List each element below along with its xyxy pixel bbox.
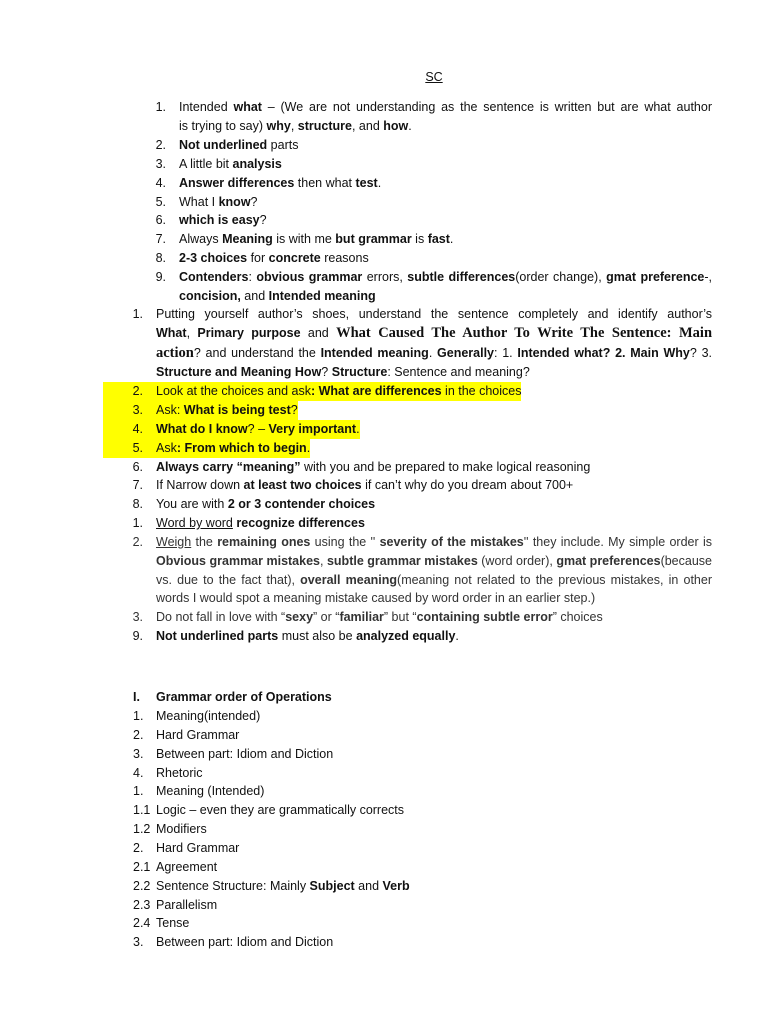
list-text: Between part: Idiom and Diction (156, 935, 334, 949)
list-number: 2. (133, 728, 144, 742)
list-number: 1. (133, 709, 144, 723)
document-page: SC 1. Intended what – (We are not understanding as the sentence is written but are what author is trying to say) why, structure, and how. 2. Not underlined parts 3. A little bit analysis 4. Answer differences then what test. 5. What I know? 6. which is easy? 7. Always Meaning is with me but grammar is fast. 8. 2-3 choices for concrete reasons 9. Contenders: obvious grammar errors, subtle differences(order change), gmat preference-, concision, and Intended meaning 1. Putting yourself author’s shoes, understand the sentence completely and identify author’s What, Primary purpose and What Caused The Author To Write The Sentence: Main action? and understand the Intended meaning. Generally: 1. Intended what? 2. Main Why? 3. Structure and Meaning How? Structure: Sentence and meaning? 2. Look at the choices and ask: What are differences in the choices 3. Ask: What is being test? 4. What do I know? – Very important. 5. Ask: From which to begin. 6. Always carry “meaning” with you and be prepared to make logical reasoning 7. If Narrow down at least two choices if can’t why do you dream about 700+ 8. You are with 2 or 3 contender choices 1. Word by word recognize differences 2. Weigh the remaining ones using the '' severity of the mistakes'' they include. My simple order is Obvious grammar mistakes, subtle grammar mistakes (word order), gmat preferences(because vs. due to the fact that), overall meaning(meaning not related to the previous mistakes, in other words I would spot a meaning mistake caused by word order in an earlier step.) 3. Do not fall in love with “sexy” or “familiar” but “containing subtle error” choices 9. Not underlined parts must also be analyzed equally. I. Grammar order of Operations 1. Meaning(intended) 2. Hard Grammar 3. Between part: Idiom and Diction 4. Rhetoric 1. Meaning (Intended) 1.1 Logic – even they are grammatically corrects 1.2 Modifiers 2. Hard Grammar 2.1 Agreement 2.2 Sentence Structure: Mainly Subject and Verb 2.3 Parallelism 2.4 Tense 3. Between part: Idiom and Diction (0, 0, 768, 1024)
list-text: Rhetoric (156, 766, 203, 780)
list-text: Tense (156, 916, 190, 930)
list-number: 1.1 (133, 803, 151, 817)
list-text: Modifiers (156, 822, 207, 836)
list-number: 2.3 (133, 898, 151, 912)
list-number: 3. (133, 935, 144, 949)
list-text: Meaning(intended) (156, 709, 261, 723)
list-number: 1.2 (133, 822, 151, 836)
list-number: 3. (133, 747, 144, 761)
page-title: SC (425, 70, 443, 84)
list-text: Sentence Structure: Mainly Subject and Verb (156, 879, 410, 893)
list-text: Between part: Idiom and Diction (156, 747, 334, 761)
list-number: 2.4 (133, 916, 151, 930)
list-number: 2.2 (133, 879, 151, 893)
list-text: Meaning (Intended) (156, 784, 265, 798)
list-text: Logic – even they are grammatically corrects (156, 803, 405, 817)
list-number: 4. (133, 766, 144, 780)
list-text: Hard Grammar (156, 728, 240, 742)
list-number: 1. (133, 784, 144, 798)
list-text: Agreement (156, 860, 218, 874)
list-number: 2. (133, 841, 144, 855)
list-number: 2.1 (133, 860, 151, 874)
list-text: Hard Grammar (156, 841, 240, 855)
list-text: Parallelism (156, 898, 218, 912)
